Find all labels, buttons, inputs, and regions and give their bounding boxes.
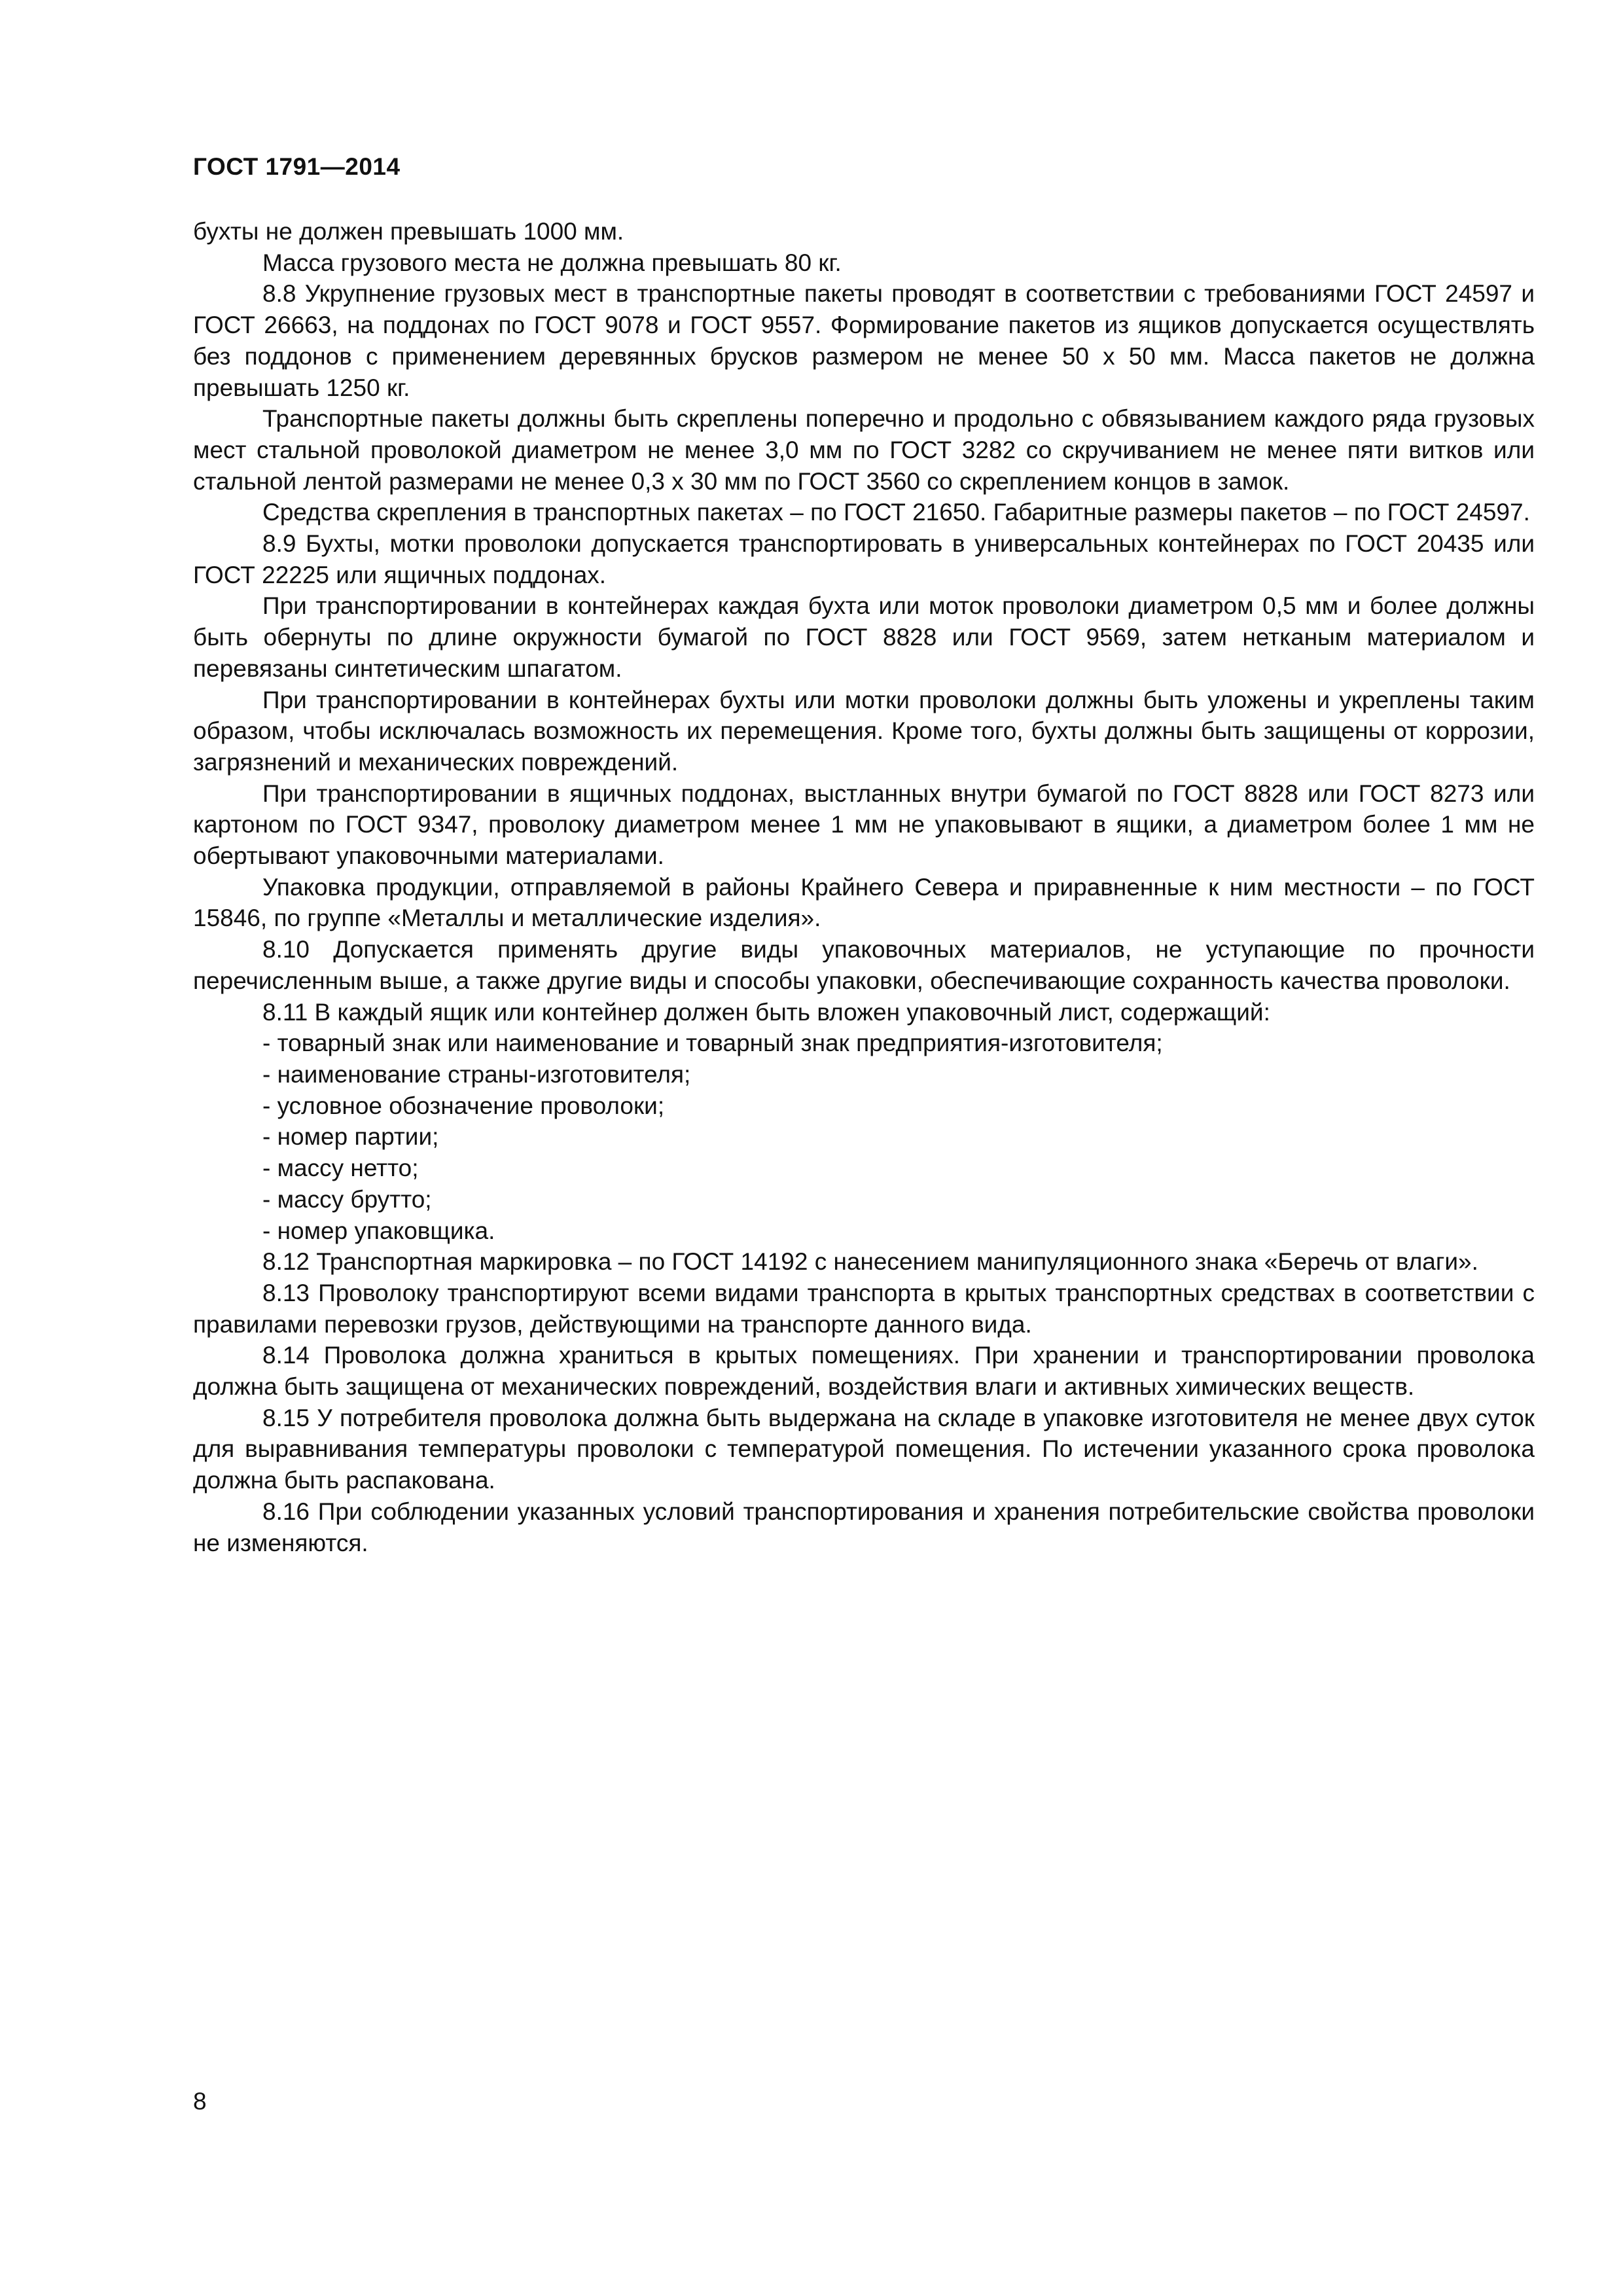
paragraph-8-11: 8.11 В каждый ящик или контейнер должен быть вложен упаковочный лист, содержащий: bbox=[262, 998, 1270, 1026]
paragraph-8-12: 8.12 Транспортная маркировка – по ГОСТ 14192 с нанесением манипуляционного знака «Беречь от влаги». bbox=[262, 1248, 1478, 1276]
paragraph-8-15: 8.15 У потребителя проволока должна быть выдержана на складе в упаковке изготовителя не менее двух суток для выравнивания температуры проволоки с температурой помещения. По истечении указанного срока проволока должна быть распакована. bbox=[193, 1404, 1535, 1494]
paragraph-8-10: 8.10 Допускается применять другие виды упаковочных материалов, не уступающие по прочности перечисленным выше, а также другие виды и способы упаковки, обеспечивающие сохранность качества проволоки. bbox=[193, 936, 1535, 994]
paragraph: Масса грузового места не должна превышать 80 кг. bbox=[262, 249, 842, 276]
paragraph: При транспортировании в контейнерах бухты или мотки проволоки должны быть уложены и укреплены таким образом, чтобы исключалась возможность их перемещения. Кроме того, бухты должны быть защищены от коррозии, загрязнений и механических повреждений. bbox=[193, 686, 1535, 776]
paragraph-8-13: 8.13 Проволоку транспортируют всеми видами транспорта в крытых транспортных средствах в соответствии с правилами перевозки грузов, действующими на транспорте данного вида. bbox=[193, 1279, 1535, 1338]
list-item: - товарный знак или наименование и товарный знак предприятия-изготовителя; bbox=[262, 1030, 1163, 1057]
paragraph: Транспортные пакеты должны быть скреплены поперечно и продольно с обвязыванием каждого ряда грузовых мест стальной проволокой диаметром не менее 3,0 мм по ГОСТ 3282 со скручиванием не менее пяти витков или стальной лентой размерами не менее 0,3 х 30 мм по ГОСТ 3560 со скреплением концов в замок. bbox=[193, 405, 1535, 495]
list-item: - массу нетто; bbox=[262, 1155, 419, 1182]
paragraph: Средства скрепления в транспортных пакетах – по ГОСТ 21650. Габаритные размеры пакетов – по ГОСТ 24597. bbox=[262, 499, 1530, 526]
list-item: - условное обозначение проволоки; bbox=[262, 1092, 665, 1119]
paragraph-8-9: 8.9 Бухты, мотки проволоки допускается транспортировать в универсальных контейнерах по ГОСТ 20435 или ГОСТ 22225 или ящичных поддонах. bbox=[193, 530, 1535, 588]
list-item: - номер партии; bbox=[262, 1123, 439, 1151]
paragraph: При транспортировании в контейнерах каждая бухта или моток проволоки диаметром 0,5 мм и более должны быть обернуты по длине окружности бумагой по ГОСТ 8828 или ГОСТ 9569, затем нетканым материалом и перевязаны синтетическим шпагатом. bbox=[193, 592, 1535, 682]
paragraph-8-14: 8.14 Проволока должна храниться в крытых помещениях. При хранении и транспортировании проволока должна быть защищена от механических повреждений, воздействия влаги и активных химических веществ. bbox=[193, 1342, 1535, 1401]
list-item: - наименование страны-изготовителя; bbox=[262, 1060, 691, 1088]
page-number: 8 bbox=[193, 2088, 207, 2115]
list-item: - массу брутто; bbox=[262, 1185, 432, 1213]
paragraph: Упаковка продукции, отправляемой в районы Крайнего Севера и приравненные к ним местности – по ГОСТ 15846, по группе «Металлы и металлические изделия». bbox=[193, 873, 1535, 932]
paragraph-8-8: 8.8 Укрупнение грузовых мест в транспортные пакеты проводят в соответствии с требованиями ГОСТ 24597 и ГОСТ 26663, на поддонах по ГОСТ 9078 и ГОСТ 9557. Формирование пакетов из ящиков допускается осуществлять без поддонов с применением деревянных брусков размером не менее 50 х 50 мм. Масса пакетов не должна превышать 1250 кг. bbox=[193, 280, 1535, 401]
document-code-header: ГОСТ 1791—2014 bbox=[193, 153, 401, 180]
list-item: - номер упаковщика. bbox=[262, 1217, 495, 1244]
paragraph: При транспортировании в ящичных поддонах, выстланных внутри бумагой по ГОСТ 8828 или ГОСТ 8273 или картоном по ГОСТ 9347, проволоку диаметром менее 1 мм не упаковывают в ящики, а диаметром более 1 мм не обертывают упаковочными материалами. bbox=[193, 780, 1535, 870]
document-body bbox=[193, 216, 1535, 1558]
paragraph-continuation: бухты не должен превышать 1000 мм. bbox=[193, 218, 624, 245]
paragraph-8-16: 8.16 При соблюдении указанных условий транспортирования и хранения потребительские свойства проволоки не изменяются. bbox=[193, 1498, 1535, 1556]
